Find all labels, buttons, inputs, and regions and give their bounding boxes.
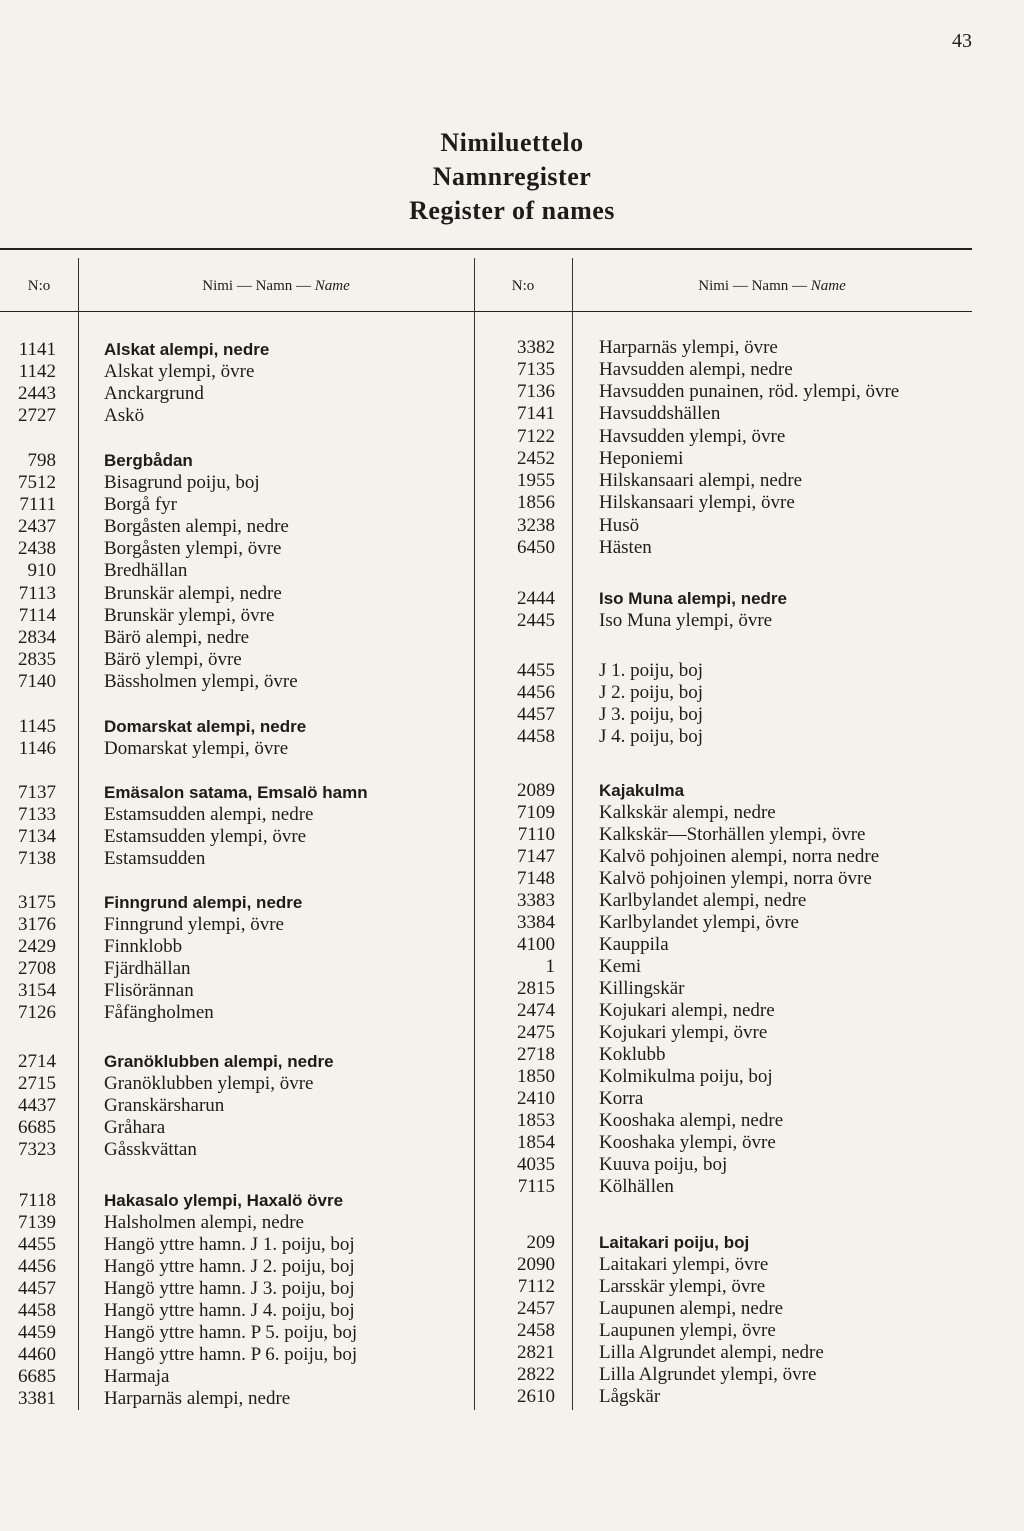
entry-name: Granöklubben alempi, nedre [104, 1052, 334, 1071]
entry-number: 1142 [18, 361, 56, 382]
entry-name: Kalvö pohjoinen alempi, norra nedre [599, 846, 880, 867]
header-bottom-rule [0, 311, 972, 312]
entry-name: Kuuva poiju, boj [599, 1154, 728, 1175]
entry-name: Hangö yttre hamn. P 5. poiju, boj [104, 1322, 358, 1343]
entry-number: 7147 [517, 846, 555, 867]
entry-name: Koklubb [599, 1044, 666, 1065]
header-top-rule [0, 248, 972, 250]
entry-name: Gråhara [104, 1117, 166, 1138]
entry-name: Granöklubben ylempi, övre [104, 1073, 314, 1094]
entry-name: Kalkskär—Storhällen ylempi, övre [599, 824, 866, 845]
entry-number: 7122 [517, 426, 555, 447]
title-finnish: Nimiluettelo [440, 128, 584, 157]
entry-name: Iso Muna ylempi, övre [599, 610, 773, 631]
entry-number: 4035 [517, 1154, 555, 1175]
entry-number: 2410 [517, 1088, 555, 1109]
entry-number: 7323 [18, 1139, 56, 1160]
entry-name: Bässholmen ylempi, övre [104, 671, 298, 692]
entry-name: Hakasalo ylempi, Haxalö övre [104, 1191, 344, 1210]
entry-name: Domarskat alempi, nedre [104, 717, 307, 736]
entry-name: Alskat alempi, nedre [104, 340, 270, 359]
entry-name: Gåsskvättan [104, 1139, 197, 1160]
entry-number: 3238 [517, 515, 555, 536]
entry-number: 7137 [18, 782, 56, 803]
entry-number: 7135 [517, 359, 555, 380]
entry-number: 7134 [18, 826, 56, 847]
entry-name: Husö [599, 515, 640, 536]
entry-number: 1 [545, 956, 555, 977]
entry-name: Kooshaka alempi, nedre [599, 1110, 784, 1131]
entry-name: Kalkskär alempi, nedre [599, 802, 776, 823]
entry-number: 1854 [517, 1132, 555, 1153]
entry-name: Harmaja [104, 1366, 170, 1387]
title-english: Register of names [409, 196, 615, 225]
entry-name: Kolmikulma poiju, boj [599, 1066, 773, 1087]
entry-number: 7136 [517, 381, 555, 402]
entry-name: Iso Muna alempi, nedre [599, 589, 787, 608]
entry-name: Kemi [599, 956, 642, 977]
entry-name: Havsudden punainen, röd. ylempi, övre [599, 381, 900, 402]
entry-name: Bärö alempi, nedre [104, 627, 250, 648]
page-title-block [0, 126, 1024, 228]
entry-number: 4437 [18, 1095, 56, 1116]
entry-number: 2821 [517, 1342, 555, 1363]
entry-name: Hangö yttre hamn. J 3. poiju, boj [104, 1278, 355, 1299]
entry-number: 2610 [517, 1386, 555, 1407]
entry-number: 7109 [517, 802, 555, 823]
entry-name: Finngrund ylempi, övre [104, 914, 284, 935]
entry-name: J 1. poiju, boj [599, 660, 703, 681]
entry-name: Halsholmen alempi, nedre [104, 1212, 304, 1233]
entry-name: Bredhällan [104, 560, 188, 581]
entry-name: Flisörännan [104, 980, 194, 1001]
entry-number: 7110 [517, 824, 555, 845]
entry-name: J 4. poiju, boj [599, 726, 703, 747]
entry-name: Hästen [599, 537, 652, 558]
entry-name: Hangö yttre hamn. P 6. poiju, boj [104, 1344, 358, 1365]
entry-number: 209 [526, 1232, 555, 1253]
entry-name: Bergbådan [104, 451, 193, 470]
entry-name: Havsudden alempi, nedre [599, 359, 793, 380]
entry-name: Borgåsten alempi, nedre [104, 516, 289, 537]
entry-number: 4456 [18, 1256, 56, 1277]
entry-number: 7512 [18, 472, 56, 493]
entry-name: Estamsudden ylempi, övre [104, 826, 307, 847]
entry-number: 3384 [517, 912, 555, 933]
entry-name: Hangö yttre hamn. J 2. poiju, boj [104, 1256, 355, 1277]
entry-name: Laitakari poiju, boj [599, 1233, 750, 1252]
entry-number: 7115 [517, 1176, 555, 1197]
entry-number: 6450 [517, 537, 555, 558]
entry-number: 2715 [18, 1073, 56, 1094]
entry-number: 2457 [517, 1298, 555, 1319]
title-swedish: Namnregister [432, 162, 592, 191]
entry-number: 4458 [18, 1300, 56, 1321]
entry-number: 2089 [517, 780, 555, 801]
entry-number: 6685 [18, 1117, 56, 1138]
entry-name: Laupunen alempi, nedre [599, 1298, 784, 1319]
entry-number: 2445 [517, 610, 555, 631]
entry-number: 4457 [18, 1278, 56, 1299]
entry-number: 7114 [18, 605, 56, 626]
entry-number: 4459 [18, 1322, 56, 1343]
entry-number: 1850 [517, 1066, 555, 1087]
entry-name: Emäsalon satama, Emsalö hamn [104, 783, 368, 802]
entry-number: 7139 [18, 1212, 56, 1233]
entry-number: 2452 [517, 448, 555, 469]
entry-number: 4455 [18, 1234, 56, 1255]
entry-name: Korra [599, 1088, 644, 1109]
entry-name: Lilla Algrundet alempi, nedre [599, 1342, 824, 1363]
entry-number: 4457 [517, 704, 555, 725]
entry-name: Lågskär [599, 1386, 661, 1407]
entry-name: Harparnäs ylempi, övre [599, 337, 778, 358]
entry-name: Laitakari ylempi, övre [599, 1254, 769, 1275]
entry-number: 1146 [18, 738, 56, 759]
entry-name: Anckargrund [104, 383, 204, 404]
entry-name: Kojukari ylempi, övre [599, 1022, 768, 1043]
entry-name: Granskärsharun [104, 1095, 225, 1116]
entry-number: 3382 [517, 337, 555, 358]
entry-number: 2437 [18, 516, 56, 537]
entry-number: 798 [27, 450, 56, 471]
entry-number: 4100 [517, 934, 555, 955]
entry-number: 7113 [18, 583, 56, 604]
entry-number: 7111 [19, 494, 56, 515]
page-number: 43 [952, 30, 972, 52]
entry-name: Lilla Algrundet ylempi, övre [599, 1364, 817, 1385]
entry-number: 4458 [517, 726, 555, 747]
header-name-left: Nimi — Namn — Name [202, 278, 350, 294]
entry-number: 2458 [517, 1320, 555, 1341]
entry-name: Kajakulma [599, 781, 685, 800]
entry-name: J 2. poiju, boj [599, 682, 703, 703]
entry-number: 1145 [18, 716, 56, 737]
entry-name: Finngrund alempi, nedre [104, 893, 303, 912]
entry-name: Killingskär [599, 978, 685, 999]
entry-number: 7141 [517, 403, 555, 424]
entry-number: 7133 [18, 804, 56, 825]
header-name-right: Nimi — Namn — Name [698, 278, 846, 294]
entry-name: Borgåsten ylempi, övre [104, 538, 282, 559]
entry-number: 2815 [517, 978, 555, 999]
entry-number: 1856 [517, 492, 555, 513]
entry-number: 7112 [517, 1276, 555, 1297]
column-divider [572, 258, 573, 1410]
entry-name: Alskat ylempi, övre [104, 361, 255, 382]
entry-name: Estamsudden alempi, nedre [104, 804, 314, 825]
entry-number: 7148 [517, 868, 555, 889]
entry-name: Bisagrund poiju, boj [104, 472, 260, 493]
entry-name: Brunskär ylempi, övre [104, 605, 275, 626]
entry-name: J 3. poiju, boj [599, 704, 703, 725]
entry-number: 2834 [18, 627, 56, 648]
entry-number: 7126 [18, 1002, 56, 1023]
entry-number: 2714 [18, 1051, 56, 1072]
entry-name: Askö [104, 405, 145, 426]
entry-number: 7138 [18, 848, 56, 869]
entry-name: Karlbylandet alempi, nedre [599, 890, 807, 911]
entry-name: Kojukari alempi, nedre [599, 1000, 775, 1021]
entry-name: Karlbylandet ylempi, övre [599, 912, 799, 933]
entry-number: 2835 [18, 649, 56, 670]
entry-number: 3176 [18, 914, 56, 935]
entry-number: 1853 [517, 1110, 555, 1131]
header-number-left: N:o [27, 278, 51, 294]
entry-name: Hangö yttre hamn. J 1. poiju, boj [104, 1234, 355, 1255]
entry-name: Kölhällen [599, 1176, 674, 1197]
entry-number: 7140 [18, 671, 56, 692]
entry-name: Laupunen ylempi, övre [599, 1320, 776, 1341]
entry-number: 7118 [18, 1190, 56, 1211]
entry-number: 2429 [18, 936, 56, 957]
entry-number: 4460 [18, 1344, 56, 1365]
entry-name: Domarskat ylempi, övre [104, 738, 289, 759]
entry-number: 3381 [18, 1388, 56, 1409]
entry-name: Fåfängholmen [104, 1002, 214, 1023]
entry-name: Kalvö pohjoinen ylempi, norra övre [599, 868, 872, 889]
entry-number: 3383 [517, 890, 555, 911]
entry-name: Heponiemi [599, 448, 684, 469]
entry-number: 2727 [18, 405, 56, 426]
header-number-right: N:o [511, 278, 535, 294]
entry-name: Harparnäs alempi, nedre [104, 1388, 291, 1409]
entry-number: 4456 [517, 682, 555, 703]
entry-name: Hilskansaari alempi, nedre [599, 470, 803, 491]
entry-number: 2444 [517, 588, 555, 609]
entry-number: 4455 [517, 660, 555, 681]
entry-name: Brunskär alempi, nedre [104, 583, 282, 604]
entry-name: Hilskansaari ylempi, övre [599, 492, 795, 513]
entry-number: 2474 [517, 1000, 555, 1021]
entry-number: 3175 [18, 892, 56, 913]
entry-name: Havsudden ylempi, övre [599, 426, 786, 447]
entry-number: 2718 [517, 1044, 555, 1065]
entry-number: 1141 [18, 339, 56, 360]
entry-number: 2443 [18, 383, 56, 404]
entry-number: 2475 [517, 1022, 555, 1043]
entry-number: 2438 [18, 538, 56, 559]
entry-number: 910 [27, 560, 56, 581]
entry-name: Havsuddshällen [599, 403, 721, 424]
entry-name: Estamsudden [104, 848, 206, 869]
entry-number: 3154 [18, 980, 56, 1001]
entry-number: 2090 [517, 1254, 555, 1275]
entry-number: 2822 [517, 1364, 555, 1385]
entry-name: Bärö ylempi, övre [104, 649, 242, 670]
entry-name: Kooshaka ylempi, övre [599, 1132, 776, 1153]
entry-name: Finnklobb [104, 936, 183, 957]
entry-number: 2708 [18, 958, 56, 979]
entry-name: Hangö yttre hamn. J 4. poiju, boj [104, 1300, 355, 1321]
entry-name: Borgå fyr [104, 494, 177, 515]
entry-number: 6685 [18, 1366, 56, 1387]
entry-name: Larsskär ylempi, övre [599, 1276, 766, 1297]
entry-name: Kauppila [599, 934, 669, 955]
entry-number: 1955 [517, 470, 555, 491]
entry-name: Fjärdhällan [104, 958, 191, 979]
